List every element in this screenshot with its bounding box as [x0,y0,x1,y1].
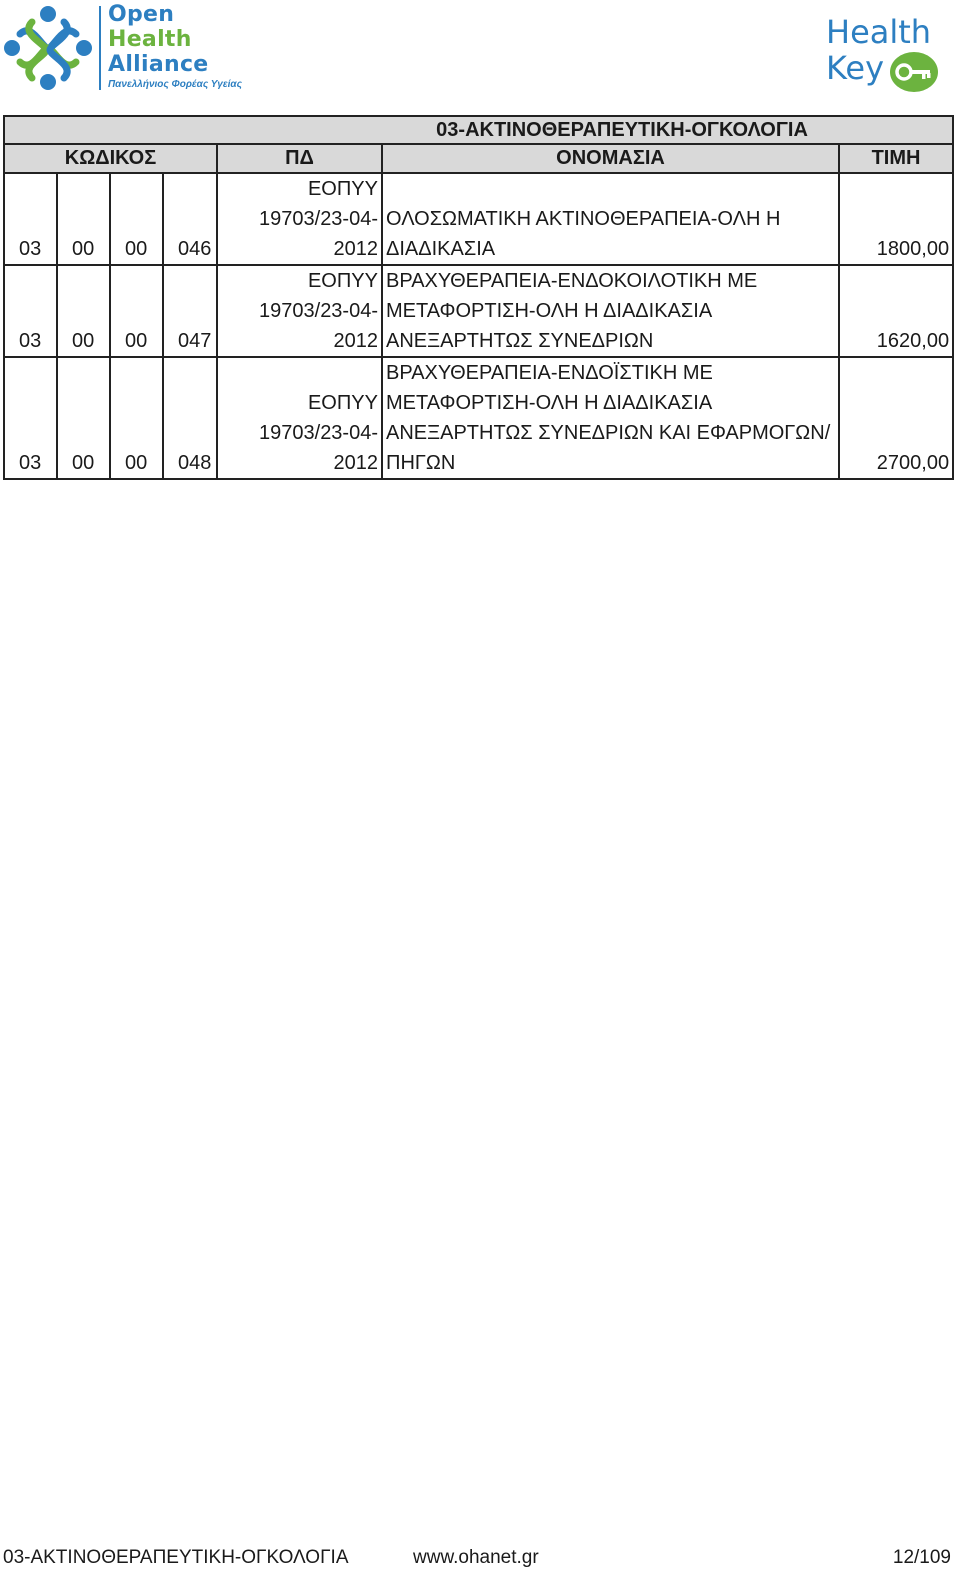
price-cell: 1620,00 [839,265,953,357]
code-part-3: 00 [110,357,163,479]
name-cell: ΒΡΑΧΥΘΕΡΑΠΕΙΑ-ΕΝΔΟΚΟΙΛΟΤΙΚΗ ΜΕ ΜΕΤΑΦΟΡΤΙΣΗ-ΟΛΗ Η ΔΙΑΔΙΚΑΣΙΑ ΑΝΕΞΑΡΤΗΤΩΣ ΣΥΝΕΔΡΙΩΝ [382,265,839,357]
oha-subtitle: Πανελλήνιος Φορέας Υγείας [108,79,242,90]
table-header-row [4,144,953,173]
logo-divider [99,6,101,90]
footer-website: www.ohanet.gr [413,1547,539,1568]
price-cell: 2700,00 [839,357,953,479]
footer-section-title: 03-ΑΚΤΙΝΟΘΕΡΑΠΕΥΤΙΚΗ-ΟΓΚΟΛΟΓΙΑ [3,1547,349,1568]
code-part-2: 00 [57,173,110,265]
code-part-1: 03 [4,173,57,265]
pd-cell: ΕΟΠΥΥ 19703/23-04-2012 [217,265,382,357]
code-part-4: 046 [163,173,217,265]
key-icon [895,61,933,83]
table-title: 03-ΑΚΤΙΝΟΘΕΡΑΠΕΥΤΙΚΗ-ΟΓΚΟΛΟΓΙΑ [4,116,953,144]
hk-word-health: Health [826,13,932,51]
code-part-1: 03 [4,357,57,479]
code-part-3: 00 [110,265,163,357]
code-part-1: 03 [4,265,57,357]
code-part-3: 00 [110,173,163,265]
table-row [4,265,953,357]
code-part-4: 047 [163,265,217,357]
open-health-alliance-wordmark [108,2,242,90]
code-part-2: 00 [57,265,110,357]
column-header-pd: ΠΔ [217,144,382,173]
column-header-name: ΟΝΟΜΑΣΙΑ [382,144,839,173]
open-health-alliance-logo-icon [2,4,94,92]
pd-cell: ΕΟΠΥΥ 19703/23-04-2012 [217,357,382,479]
column-header-code: ΚΩΔΙΚΟΣ [4,144,217,173]
code-part-4: 048 [163,357,217,479]
price-table [3,115,954,480]
page-footer [0,1544,960,1570]
price-cell: 1800,00 [839,173,953,265]
oha-word-3: Alliance [108,52,209,77]
oha-word-1: Open [108,2,175,27]
table-title-row [4,116,953,144]
table-row [4,173,953,265]
hk-word-key: Key [826,49,885,87]
health-key-logo [826,14,946,86]
footer-page-number: 12/109 [892,1547,951,1568]
page-header [0,0,960,110]
name-cell: ΒΡΑΧΥΘΕΡΑΠΕΙΑ-ΕΝΔΟΪΣΤΙΚΗ ΜΕ ΜΕΤΑΦΟΡΤΙΣΗ-ΟΛΗ Η ΔΙΑΔΙΚΑΣΙΑ ΑΝΕΞΑΡΤΗΤΩΣ ΣΥΝΕΔΡΙΩΝ ΚΑΙ ΕΦΑΡΜΟΓΩΝ/ΠΗΓΩΝ [382,357,839,479]
key-badge [890,52,938,92]
oha-word-2: Health [108,27,192,52]
column-header-price: ΤΙΜΗ [839,144,953,173]
code-part-2: 00 [57,357,110,479]
name-cell: ΟΛΟΣΩΜΑΤΙΚΗ ΑΚΤΙΝΟΘΕΡΑΠΕΙΑ-ΟΛΗ Η ΔΙΑΔΙΚΑΣΙΑ [382,173,839,265]
pd-cell: ΕΟΠΥΥ 19703/23-04-2012 [217,173,382,265]
table-row [4,357,953,479]
